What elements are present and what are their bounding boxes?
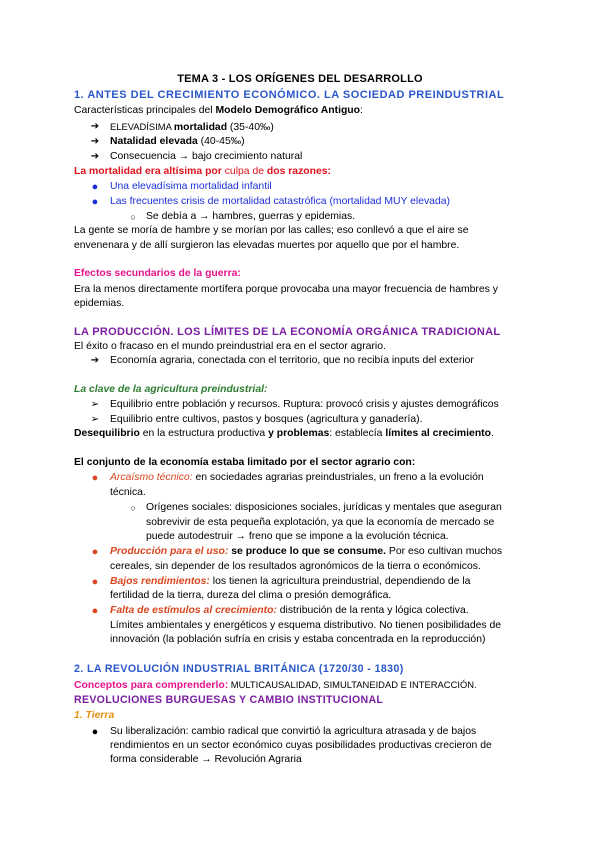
production-use-label: Producción para el uso: bbox=[110, 546, 229, 557]
arrow-bullet-icon: ➔ bbox=[90, 121, 100, 132]
section-heading-production: LA PRODUCCIÓN. LOS LÍMITES DE LA ECONOMÍA ORGÁNICA TRADICIONAL bbox=[74, 326, 501, 338]
item-text: ELEVADÍSIMA bbox=[110, 121, 174, 132]
imbalance-line bbox=[74, 427, 542, 441]
item-suffix: (40-45‰) bbox=[197, 136, 245, 147]
low-yield-text: fertilidad de la tierra, dureza del clima o presión demográfica. bbox=[110, 590, 392, 601]
reason-item: Las frecuentes crisis de mortalidad catastrófica (mortalidad MUY elevada) bbox=[110, 196, 450, 207]
production-use-item bbox=[110, 545, 542, 559]
archaism-item bbox=[110, 471, 542, 485]
intro-line bbox=[74, 104, 542, 118]
production-use-text: cereales, sin depender de los resultados agronómicos de la tierra o económicos. bbox=[110, 561, 481, 572]
origins-text: sobrevivir de esta pequeña explotación, ya que la economía de mercado se bbox=[146, 517, 495, 528]
section-heading-industrial-revolution: 2. LA REVOLUCIÓN INDUSTRIAL BRITÁNICA (1720/30 - 1830) bbox=[74, 663, 404, 675]
imbalance-bold: Desequilibrio bbox=[74, 428, 140, 439]
concepts-text: MULTICAUSALIDAD, SIMULTANEIDAD E INTERACCIÓN. bbox=[228, 679, 477, 690]
production-use-text: Por eso cultivan muchos bbox=[386, 546, 503, 557]
economy-heading: El conjunto de la economía estaba limitado por el sector agrario con: bbox=[74, 457, 416, 468]
item-bold: Natalidad elevada bbox=[110, 136, 198, 147]
stimulus-item bbox=[110, 604, 542, 618]
intro-text: Características principales del bbox=[74, 105, 216, 116]
list-item bbox=[110, 120, 542, 135]
mortality-culpa: culpa de bbox=[221, 166, 267, 177]
war-text: epidemias. bbox=[74, 298, 125, 309]
bullet-icon: ● bbox=[91, 546, 99, 558]
bullet-icon: ● bbox=[91, 605, 99, 617]
reason-item: Una elevadísima mortalidad infantil bbox=[110, 181, 272, 192]
imbalance-text: . bbox=[491, 428, 494, 439]
origins-text: Orígenes sociales: disposiciones sociales, jurídicas y mentales que aseguran bbox=[146, 502, 502, 513]
section-heading-preindustrial: 1. ANTES DEL CRECIMIENTO ECONÓMICO. LA SOCIEDAD PREINDUSTRIAL bbox=[74, 89, 505, 101]
bullet-icon: ● bbox=[91, 181, 99, 193]
archaism-text: técnica. bbox=[110, 487, 146, 498]
imbalance-bold: límites al crecimiento bbox=[385, 428, 491, 439]
key-heading: La clave de la agricultura preindustrial: bbox=[74, 384, 268, 395]
mortality-red: La mortalidad era altísima por bbox=[74, 166, 222, 177]
production-arrow-item: Economía agraria, conectada con el territorio, que no recibía inputs del exterior bbox=[110, 355, 474, 366]
mortality-line bbox=[74, 165, 542, 179]
hollow-bullet-icon: ○ bbox=[130, 503, 136, 513]
key-item: Equilibrio entre población y recursos. Ruptura: provocó crisis y ajustes demográficos bbox=[110, 399, 499, 410]
low-yield-text: los tienen la agricultura preindustrial, dependiendo de la bbox=[209, 576, 471, 587]
arrow-bullet-icon: ➔ bbox=[90, 355, 100, 366]
triangle-bullet-icon: ➢ bbox=[90, 414, 100, 425]
imbalance-text: en la estructura productiva bbox=[139, 428, 269, 439]
arrow-bullet-icon: ➔ bbox=[90, 151, 100, 162]
liberalization-text: Su liberalización: cambio radical que convirtió la agricultura atrasada y de bajos bbox=[110, 726, 477, 737]
intro-bold: Modelo Demográfico Antiguo bbox=[215, 105, 360, 116]
liberalization-text: forma considerable → Revolución Agraria bbox=[110, 754, 302, 765]
concepts-line bbox=[74, 678, 542, 693]
war-heading: Efectos secundarios de la guerra: bbox=[74, 268, 241, 279]
bullet-icon: ● bbox=[91, 576, 99, 588]
imbalance-bold: y problemas bbox=[268, 428, 330, 439]
key-item: Equilibrio entre cultivos, pastos y bosques (agricultura y ganadería). bbox=[110, 414, 423, 425]
archaism-text: en sociedades agrarias preindustriales, un freno a la evolución bbox=[192, 472, 484, 483]
stimulus-text: distribución de la renta y lógica colectiva. bbox=[276, 605, 469, 616]
bullet-icon: ● bbox=[91, 726, 99, 738]
land-heading: 1. Tierra bbox=[74, 710, 115, 721]
sub-reason: Se debía a → hambres, guerras y epidemias. bbox=[146, 211, 356, 222]
stimulus-label: Falta de estímulos al crecimiento: bbox=[110, 605, 277, 616]
low-yield-label: Bajos rendimientos: bbox=[110, 576, 210, 587]
item-suffix: (35-40‰) bbox=[227, 122, 274, 133]
origins-text: puede autodestruir → freno que se impone a la evolución técnica. bbox=[146, 531, 449, 542]
stimulus-text: Límites ambientales y energéticos y esquema distributivo. No tienen posibilidades de bbox=[110, 620, 502, 631]
page-title: TEMA 3 - LOS ORÍGENES DEL DESARROLLO bbox=[177, 73, 423, 85]
revolutions-heading: REVOLUCIONES BURGUESAS Y CAMBIO INSTITUCIONAL bbox=[74, 694, 384, 706]
intro-colon: : bbox=[360, 105, 363, 116]
stimulus-text: innovación (la población sufría en crisis y estaba concentrada en la reproducción) bbox=[110, 634, 486, 645]
hollow-bullet-icon: ○ bbox=[130, 212, 136, 222]
list-item bbox=[110, 135, 542, 149]
item-bold: mortalidad bbox=[173, 122, 228, 133]
concepts-label: Conceptos para comprenderlo: bbox=[74, 680, 229, 691]
production-use-bold: se produce lo que se consume. bbox=[228, 546, 387, 557]
bullet-icon: ● bbox=[91, 472, 99, 484]
war-text: Era la menos directamente mortífera porque provocaba una mayor frecuencia de hambres y bbox=[74, 284, 498, 295]
low-yield-item bbox=[110, 575, 542, 589]
paragraph-line: envenenara y de allí surgieron las elevadas muertes por aquello que por el hambre. bbox=[74, 240, 460, 251]
liberalization-text: rendimientos en un sector económico cuyas posibilidades productivas crecieron de bbox=[110, 740, 492, 751]
triangle-bullet-icon: ➢ bbox=[90, 399, 100, 410]
arrow-bullet-icon: ➔ bbox=[90, 136, 100, 147]
production-line: El éxito o fracaso en el mundo preindustrial era en el sector agrario. bbox=[74, 341, 386, 352]
bullet-icon: ● bbox=[91, 196, 99, 208]
mortality-reasons: dos razones: bbox=[266, 166, 331, 177]
paragraph-line: La gente se moría de hambre y se morían por las calles; eso conllevó a que el aire se bbox=[74, 225, 469, 236]
imbalance-text: : establecía bbox=[329, 428, 386, 439]
archaism-label: Arcaísmo técnico: bbox=[110, 472, 193, 483]
list-item: Consecuencia → bajo crecimiento natural bbox=[110, 151, 303, 162]
